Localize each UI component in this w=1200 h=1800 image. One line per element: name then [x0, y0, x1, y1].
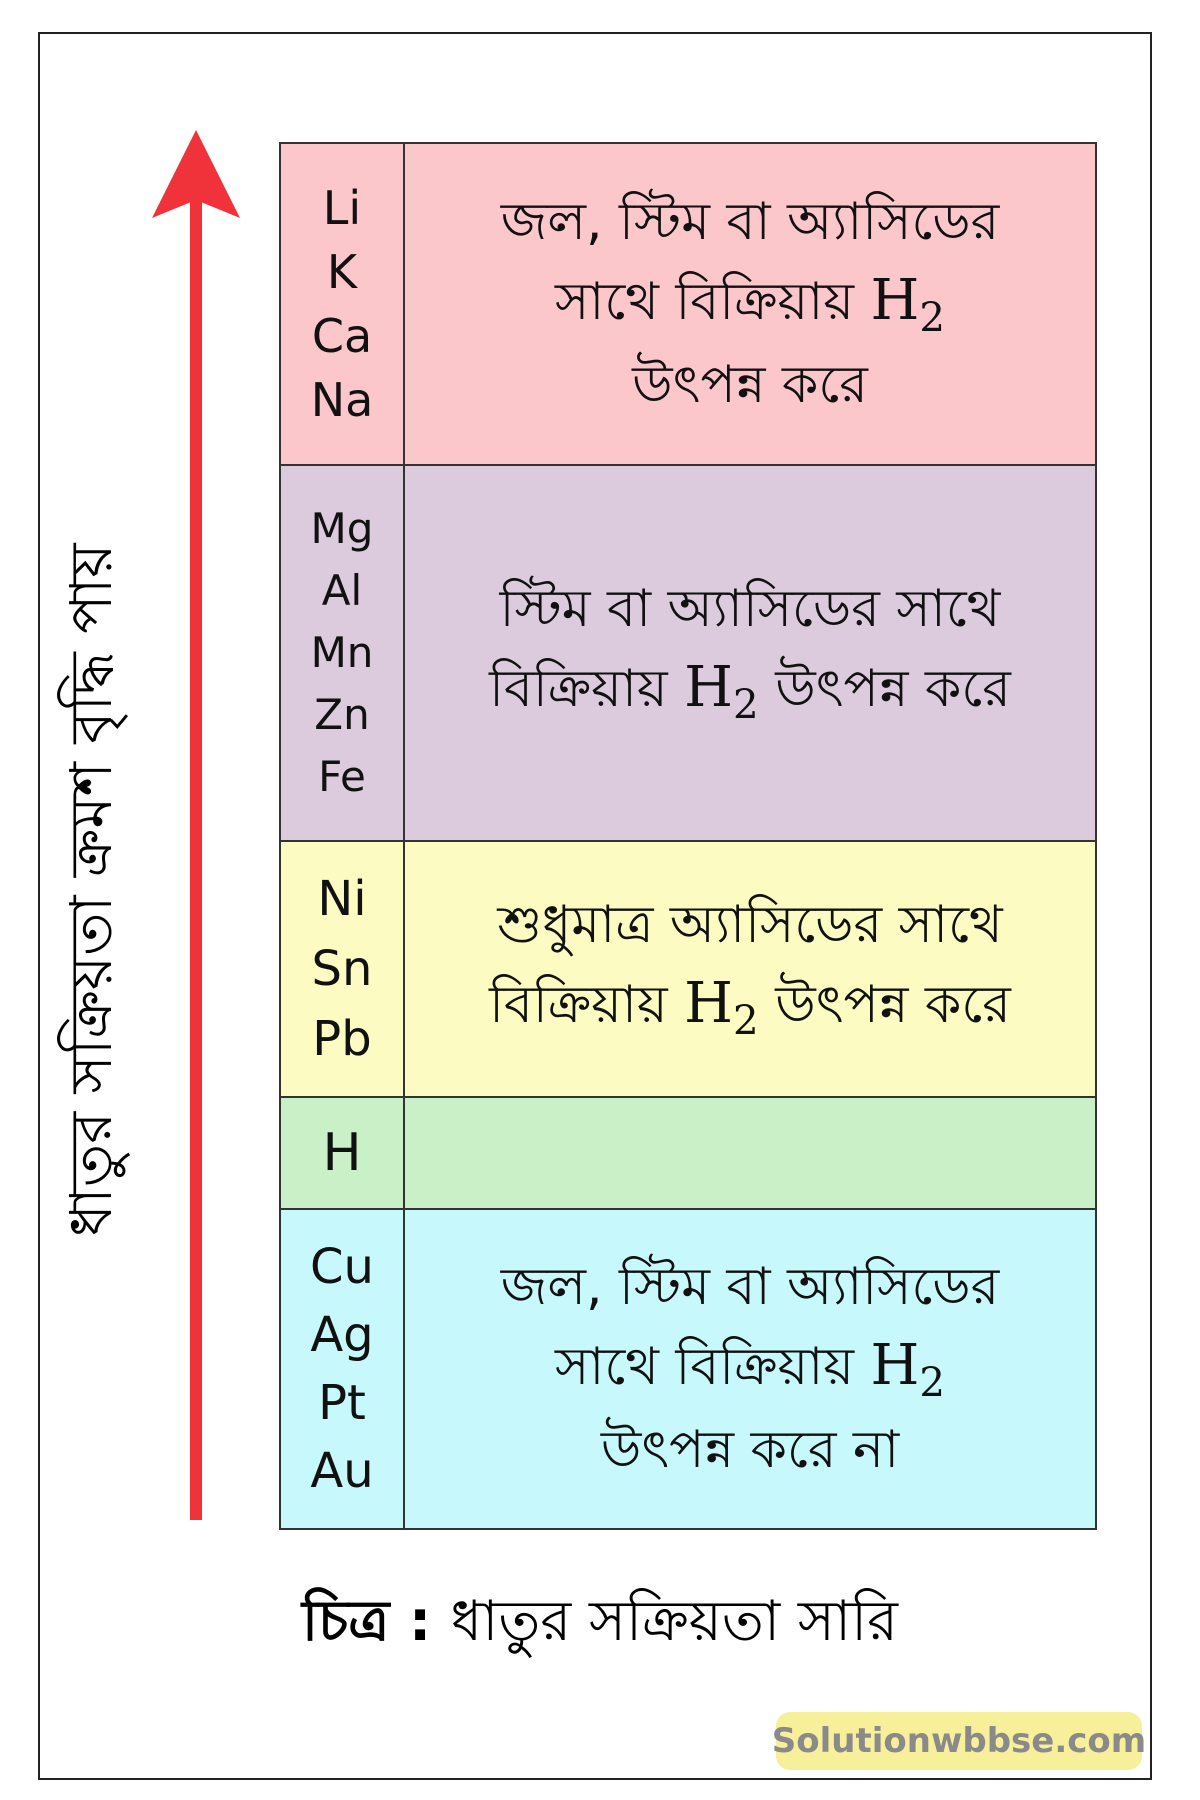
metals-cell — [281, 1098, 405, 1208]
description-cell — [405, 842, 1095, 1096]
metal-mn: Mn — [310, 628, 374, 677]
hydrogen-formula: $H_2$ — [684, 970, 759, 1045]
description-cell — [405, 144, 1095, 464]
description-cell — [405, 466, 1095, 840]
metals-cell — [281, 466, 405, 840]
metal-fe: Fe — [318, 752, 366, 801]
metal-pb: Pb — [312, 1011, 372, 1067]
desc-line: জল, স্টিম বা অ্যাসিডের — [500, 191, 1000, 252]
hydrogen-formula: $H_2$ — [870, 268, 946, 342]
metals-cell — [281, 144, 405, 464]
caption-separator: : — [389, 1589, 451, 1654]
desc-line: স্টিম বা অ্যাসিডের সাথে — [499, 578, 1001, 639]
caption-label: চিত্র — [302, 1589, 390, 1654]
desc-line: শুধুমাত্র অ্যাসিডের সাথে — [497, 894, 1003, 955]
metal-cu: Cu — [310, 1239, 374, 1295]
metal-ca: Ca — [311, 309, 373, 363]
desc-line: উৎপন্ন করে — [632, 354, 868, 415]
row-group-4 — [281, 1208, 1095, 1528]
element-h: H — [322, 1123, 362, 1183]
desc-line: সাথে বিক্রিয়ায় $H_2$ — [554, 268, 946, 342]
hydrogen-formula: $H_2$ — [684, 654, 759, 729]
row-group-2 — [281, 464, 1095, 840]
metal-li: Li — [322, 181, 362, 235]
metal-al: Al — [321, 566, 363, 615]
description-cell-empty — [405, 1098, 1095, 1208]
metal-na: Na — [310, 373, 374, 427]
hydrogen-formula: $H_2$ — [870, 1333, 946, 1407]
desc-line: বিক্রিয়ায় $H_2$ উৎপন্ন করে — [489, 654, 1011, 729]
metals-cell — [281, 1210, 405, 1528]
watermark: Solutionwbbse.com — [776, 1712, 1142, 1770]
arrow-shaft — [190, 200, 202, 1520]
caption-text: ধাতুর সক্রিয়তা সারি — [450, 1589, 898, 1654]
desc-line: বিক্রিয়ায় $H_2$ উৎপন্ন করে — [489, 970, 1011, 1045]
metal-pt: Pt — [318, 1375, 366, 1431]
metal-au: Au — [310, 1443, 374, 1499]
description-cell — [405, 1210, 1095, 1528]
reactivity-arrow — [150, 130, 240, 1530]
axis-label: ধাতুর সক্রিয়তা ক্রমশ বৃদ্ধি পায় — [56, 543, 125, 1237]
metal-zn: Zn — [314, 690, 370, 739]
row-hydrogen — [281, 1096, 1095, 1208]
desc-line: জল, স্টিম বা অ্যাসিডের — [500, 1256, 1000, 1317]
metal-mg: Mg — [310, 504, 374, 553]
figure-caption — [0, 1578, 1200, 1672]
desc-line: সাথে বিক্রিয়ায় $H_2$ — [554, 1333, 946, 1407]
metal-ag: Ag — [310, 1307, 374, 1363]
metal-k: K — [326, 245, 358, 299]
metals-cell — [281, 842, 405, 1096]
row-group-3 — [281, 840, 1095, 1096]
metal-sn: Sn — [311, 941, 373, 997]
row-group-1 — [281, 144, 1095, 464]
reactivity-table — [279, 142, 1097, 1530]
metal-ni: Ni — [317, 871, 367, 927]
desc-line: উৎপন্ন করে না — [600, 1419, 900, 1480]
